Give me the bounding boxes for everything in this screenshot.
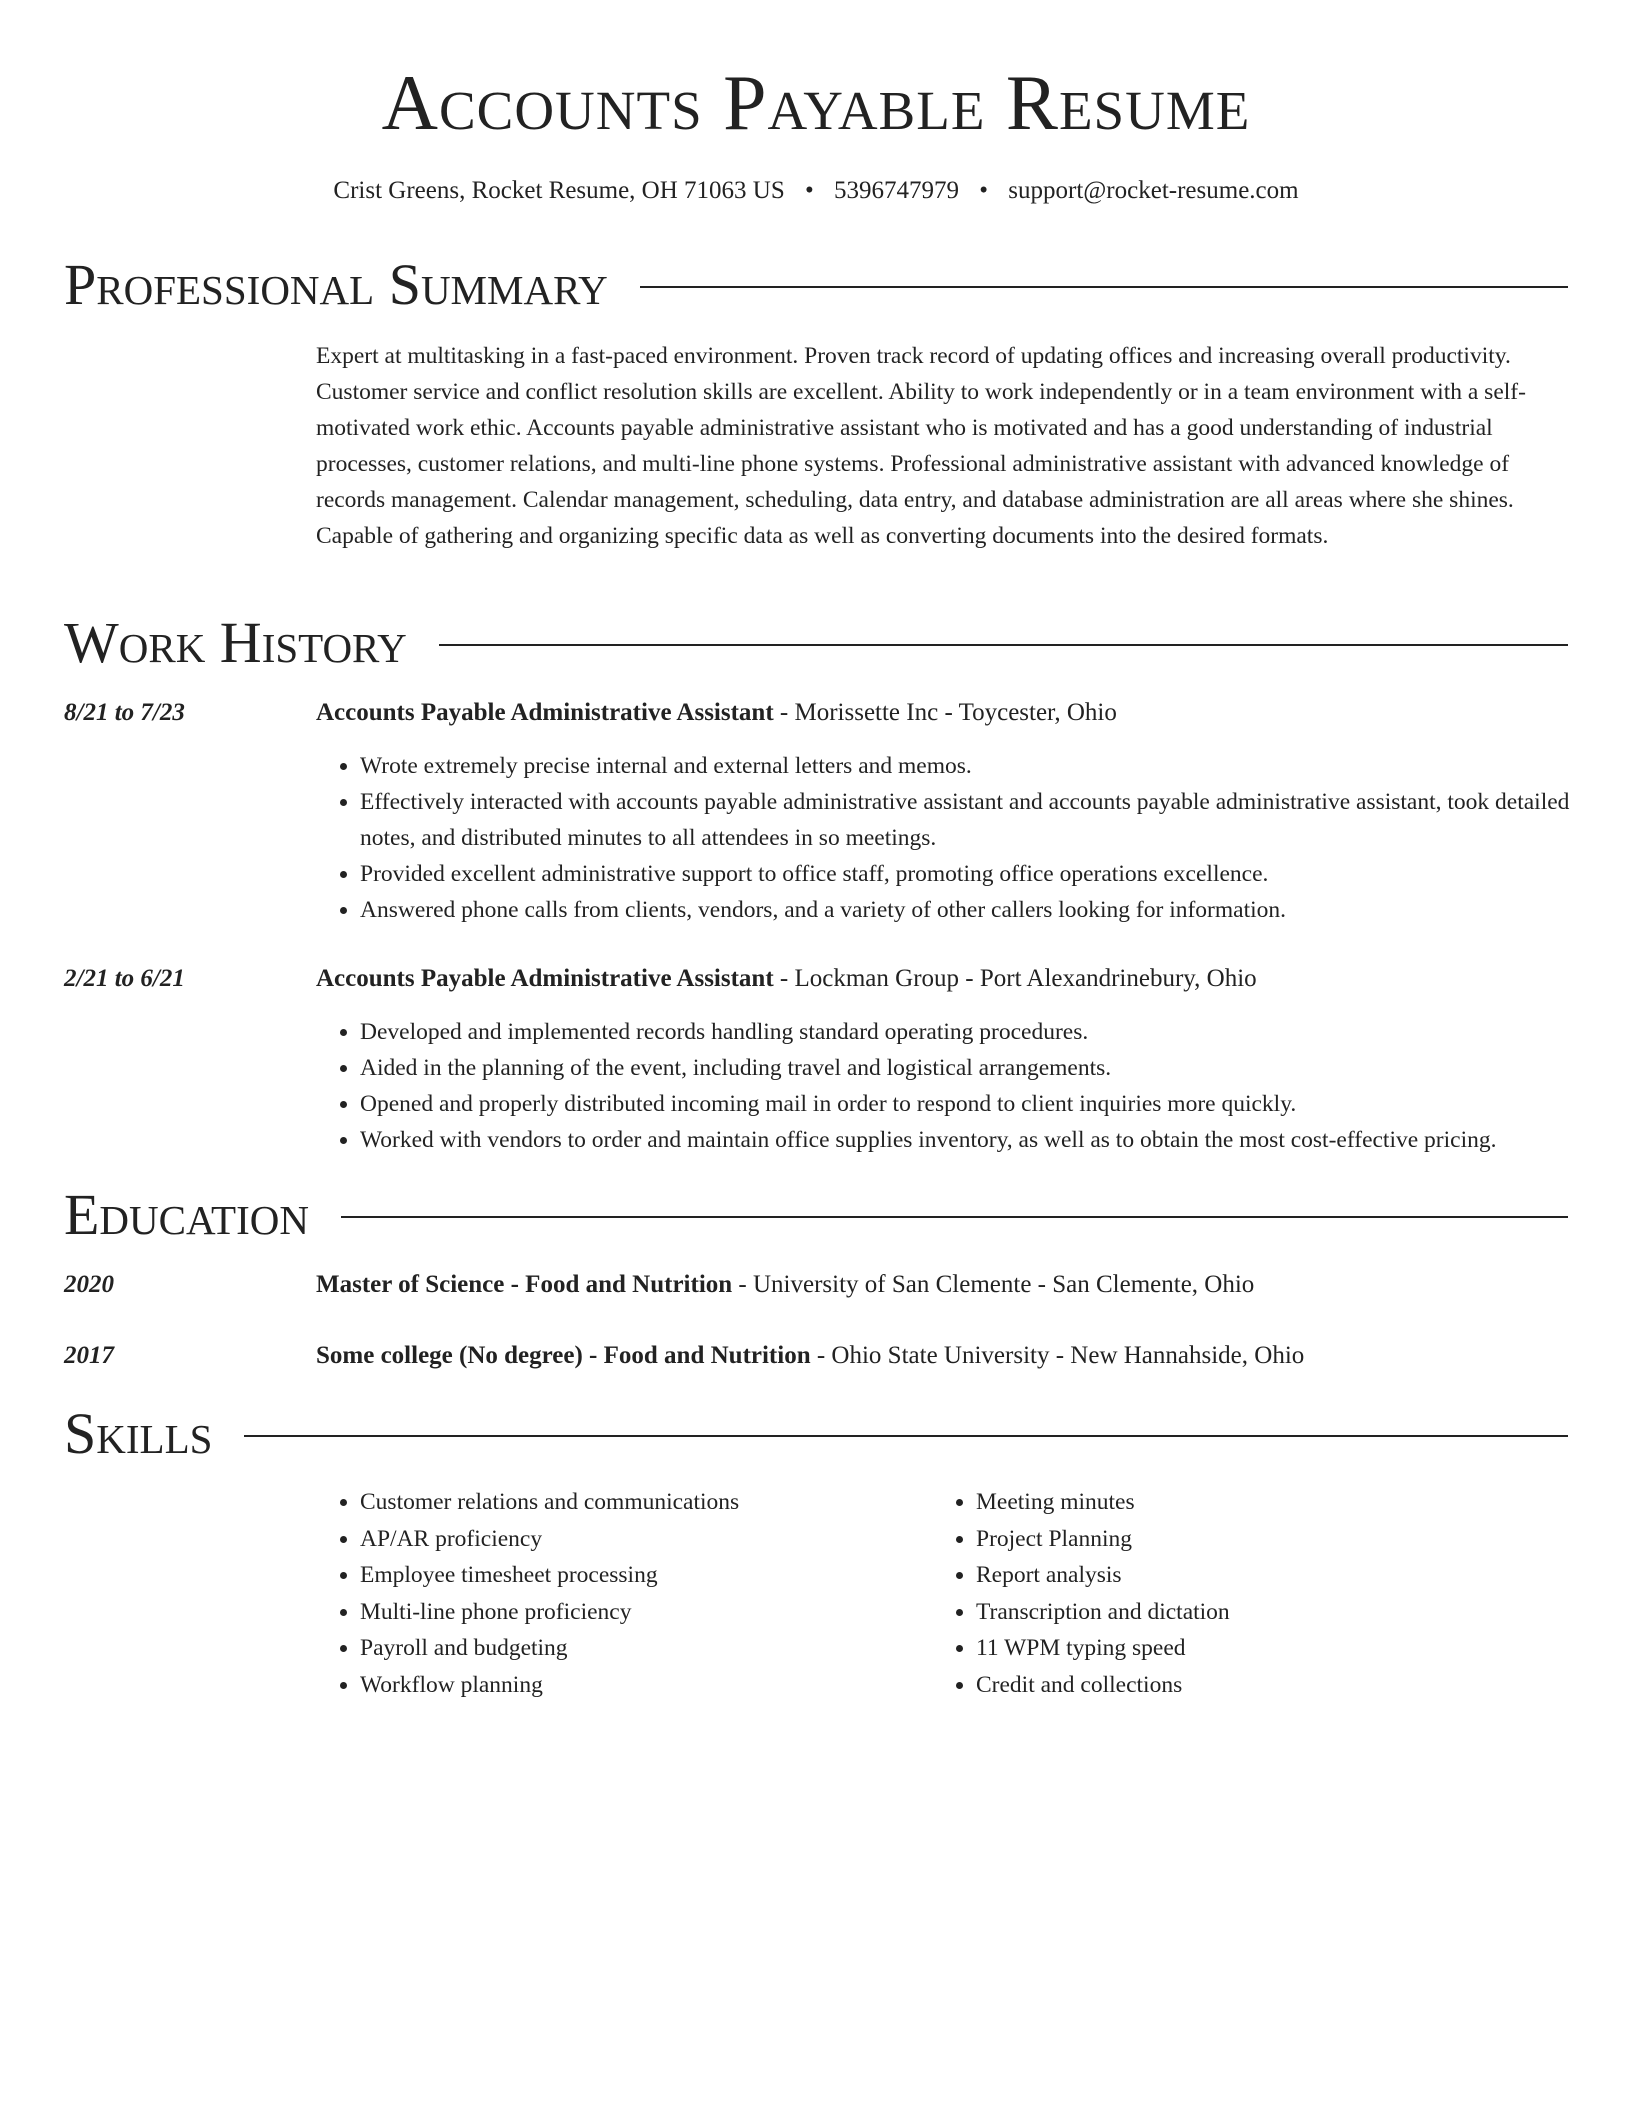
contact-phone: 5396747979 bbox=[834, 177, 960, 204]
work-heading: Work History bbox=[64, 610, 407, 675]
list-item: • Answered phone calls from clients, vendors, and a variety of other callers looking for information. bbox=[360, 892, 1616, 928]
skill-item: • Transcription and dictation bbox=[976, 1594, 1616, 1631]
contact-email: support@rocket-resume.com bbox=[1008, 177, 1299, 204]
summary-section-header bbox=[64, 252, 1568, 318]
list-item: • Wrote extremely precise internal and external letters and memos. bbox=[360, 748, 1616, 784]
skills-list-right bbox=[932, 1484, 1616, 1704]
job-title-line bbox=[316, 696, 1572, 730]
skills-section-header bbox=[64, 1401, 1568, 1467]
job-bullets bbox=[316, 748, 1616, 928]
skill-item: • Customer relations and communications bbox=[360, 1484, 920, 1521]
list-item: • Aided in the planning of the event, including travel and logistical arrangements. bbox=[360, 1050, 1616, 1086]
contact-separator: • bbox=[979, 177, 989, 204]
list-item: • Worked with vendors to order and maintain office supplies inventory, as well as to obtain the most cost-effective pricing. bbox=[360, 1122, 1616, 1158]
section-divider bbox=[244, 1435, 1568, 1437]
education-section-header bbox=[64, 1182, 1568, 1248]
skill-item: • Report analysis bbox=[976, 1557, 1616, 1594]
skill-item: • Project Planning bbox=[976, 1521, 1616, 1558]
education-heading: Education bbox=[64, 1182, 309, 1247]
education-degree: Some college (No degree) - Food and Nutrition bbox=[316, 1342, 811, 1369]
contact-separator: • bbox=[805, 177, 814, 204]
list-item: • Provided excellent administrative support to office staff, promoting office operations excellence. bbox=[360, 856, 1616, 892]
list-item: • Effectively interacted with accounts payable administrative assistant and accounts payable administrative assistant, took detailed notes, and distributed minutes to all attendees in so meetings. bbox=[360, 784, 1616, 856]
job-dates: 2/21 to 6/21 bbox=[64, 965, 185, 992]
skills-heading: Skills bbox=[64, 1401, 213, 1466]
skill-item: • Payroll and budgeting bbox=[360, 1630, 920, 1667]
contact-line bbox=[0, 174, 1632, 208]
education-line bbox=[316, 1268, 1572, 1302]
job-role: Accounts Payable Administrative Assistant bbox=[316, 699, 774, 726]
skill-item: • Multi-line phone proficiency bbox=[360, 1594, 920, 1631]
education-line bbox=[316, 1339, 1572, 1373]
education-degree: Master of Science - Food and Nutrition bbox=[316, 1271, 733, 1298]
education-details: - University of San Clemente - San Clemente, Ohio bbox=[732, 1271, 1255, 1298]
skill-item: • 11 WPM typing speed bbox=[976, 1630, 1616, 1667]
skill-item: • Workflow planning bbox=[360, 1667, 920, 1704]
skill-item: • Credit and collections bbox=[976, 1667, 1616, 1704]
summary-heading: Professional Summary bbox=[64, 252, 608, 317]
job-details: - Lockman Group - Port Alexandrinebury, Ohio bbox=[773, 965, 1257, 992]
job-bullets bbox=[316, 1014, 1616, 1158]
list-item: • Developed and implemented records handling standard operating procedures. bbox=[360, 1014, 1616, 1050]
summary-text: Expert at multitasking in a fast-paced environment. Proven track record of updating offices and increasing overall productivity. Customer service and conflict resolution skills are excellent. Ability to work independently or in a team environment with a self-motivated work ethic. Accounts payable administrative assistant who is motivated and has a good understanding of industrial processes, customer relations, and multi-line phone systems. Professional administrative assistant with advanced knowledge of records management. Calendar management, scheduling, data entry, and database administration are all areas where she shines. Capable of gathering and organizing specific data as well as converting documents into the desired formats. bbox=[316, 343, 1526, 549]
job-title-line bbox=[316, 962, 1572, 996]
education-year: 2020 bbox=[64, 1271, 114, 1298]
education-year: 2017 bbox=[64, 1342, 114, 1369]
education-details: - Ohio State University - New Hannahside, Ohio bbox=[810, 1342, 1305, 1369]
section-divider bbox=[341, 1216, 1568, 1218]
job-role: Accounts Payable Administrative Assistant bbox=[316, 965, 774, 992]
contact-address: Crist Greens, Rocket Resume, OH 71063 US bbox=[333, 177, 785, 204]
job-dates: 8/21 to 7/23 bbox=[64, 699, 185, 726]
skill-item: • Meeting minutes bbox=[976, 1484, 1616, 1521]
skill-item: • AP/AR proficiency bbox=[360, 1521, 920, 1558]
list-item: • Opened and properly distributed incoming mail in order to respond to client inquiries more quickly. bbox=[360, 1086, 1616, 1122]
skill-item: • Employee timesheet processing bbox=[360, 1557, 920, 1594]
job-details: - Morissette Inc - Toycester, Ohio bbox=[773, 699, 1117, 726]
section-divider bbox=[640, 286, 1568, 288]
skills-list-left bbox=[316, 1484, 920, 1704]
resume-title: Accounts Payable Resume bbox=[381, 59, 1251, 146]
section-divider bbox=[439, 644, 1568, 646]
work-section-header bbox=[64, 610, 1568, 676]
